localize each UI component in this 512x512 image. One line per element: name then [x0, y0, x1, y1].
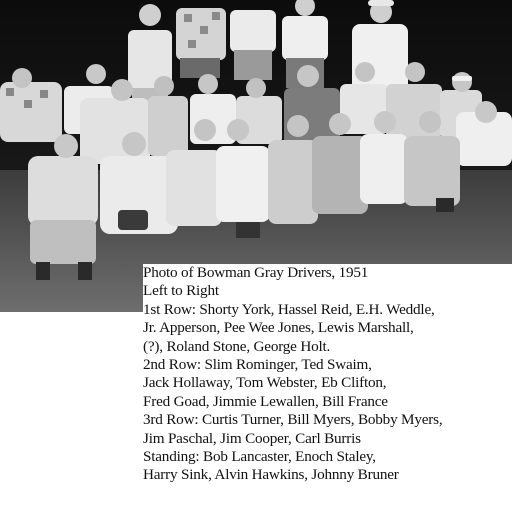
caption-standing-line-1: Standing: Bob Lancaster, Enoch Staley,	[143, 448, 376, 466]
caption-second-row-line-1: 2nd Row: Slim Rominger, Ted Swaim,	[143, 356, 372, 374]
caption-direction: Left to Right	[143, 282, 219, 300]
photo-caption	[143, 264, 509, 510]
caption-first-row-line-3: (?), Roland Stone, George Holt.	[143, 337, 331, 355]
caption-third-row-line-1: 3rd Row: Curtis Turner, Bill Myers, Bobby Myers,	[143, 411, 443, 429]
caption-first-row-line-2: Jr. Apperson, Pee Wee Jones, Lewis Marshall,	[143, 319, 414, 337]
caption-second-row-line-2: Jack Hollaway, Tom Webster, Eb Clifton,	[143, 374, 387, 392]
caption-title: Photo of Bowman Gray Drivers, 1951	[143, 264, 369, 281]
caption-first-row-line-1: 1st Row: Shorty York, Hassel Reid, E.H. Weddle,	[143, 300, 435, 318]
caption-standing-line-2: Harry Sink, Alvin Hawkins, Johnny Bruner	[143, 466, 399, 484]
caption-third-row-line-2: Jim Paschal, Jim Cooper, Carl Burris	[143, 429, 361, 447]
caption-second-row-line-3: Fred Goad, Jimmie Lewallen, Bill France	[143, 392, 388, 410]
